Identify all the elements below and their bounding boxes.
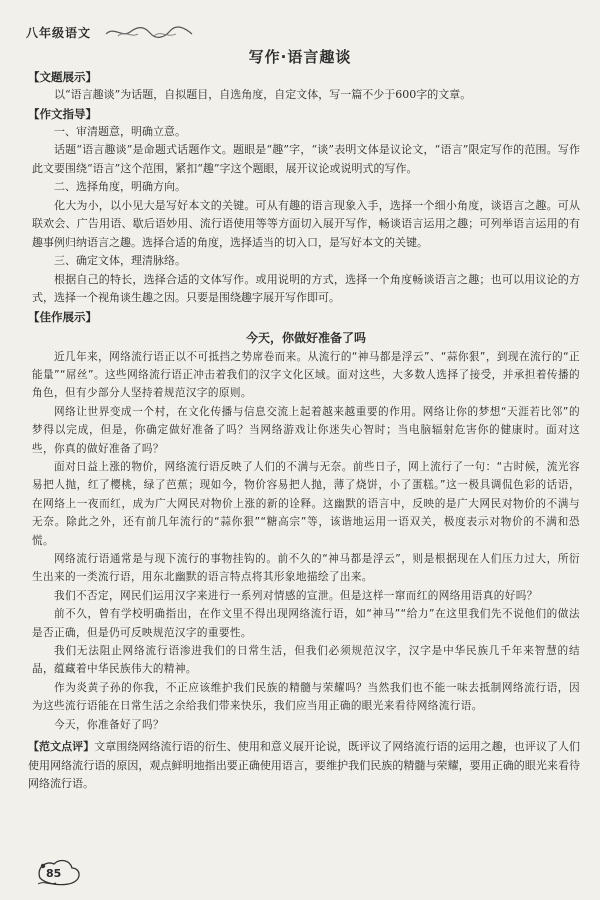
essay-title: 今天，你做好准备了吗 — [245, 330, 366, 345]
guide-paragraph: 三、确定文体，理清脉络。 — [54, 254, 186, 267]
essay-body — [32, 348, 580, 735]
guide-section-label: 【作文指导】 — [28, 106, 97, 121]
essay-paragraph: 网络流行语通常是与现下流行的事物挂钩的。前不久的“神马都是浮云”，则是根据现在人们压力过大，所衍生出来的一类流行语，用东北幽默的语言特点将其形象地描绘了出来。 — [32, 552, 580, 584]
guide-paragraph: 根据自己的特长，选择合适的文体写作。或用说明的方式，选择一个角度畅谈语言之趣；也可以用议论的方式，选择一个视角谈生趣之因。只要是围绕趣字展开写作即可。 — [32, 272, 580, 304]
comment-text: 文章围绕网络流行语的衍生、使用和意义展开论说，既评议了网络流行语的运用之趣，也评议了人们使用网络流行语的原因，观点鲜明地指出要正确使用语言，要维护我们民族的精髓与荣耀，要用正确的眼光来看待网络流行语。 — [28, 740, 581, 791]
essay-paragraph: 我们无法阻止网络流行语渗进我们的日常生活，但我们必须规范汉字，汉字是中华民族几千年来智慧的结晶，蕴藏着中华民族伟大的精神。 — [32, 645, 580, 676]
essay-paragraph: 我们不否定，网民们运用汉字来进行一系列对情感的宣泄。但是这样一窜而红的网络用语真的好吗？ — [54, 589, 538, 602]
essay-paragraph: 作为炎黄子孙的你我，不正应该维护我们民族的精髓与荣耀吗？当然我们也不能一味去抵制网络流行语，因为这些流行语能在日常生活之余给我们带来快乐，我们应当用正确的眼光来看待网络流行语。 — [32, 681, 580, 713]
content-column — [28, 68, 581, 794]
essay-paragraph: 网络让世界变成一个村，在文化传播与信息交流上起着越来越重要的作用。网络让你的梦想“天涯若比邻”的梦得以完成，但是，你确定做好准备了吗？当网络游戏让你迷失心智时；当电脑辐射危害你的健康时。面对这些，你真的做好准备了吗？ — [32, 405, 580, 455]
guide-paragraph: 二、选择角度，明确方向。 — [54, 180, 186, 193]
prompt-text: 以“语言趣谈”为话题，自拟题目，自选角度，自定文体，写一篇不少于600字的文章。 — [54, 88, 472, 101]
essay-paragraph: 近几年来，网络流行语正以不可抵挡之势席卷而来。从流行的“神马都是浮云”、“蒜你狠”，到现在流行的“正能量”“屌丝”。这些网络流行语正冲击着我们的汉字文化区域。面对这些，大多数人选择了接受，并承担着传播的角色，但有少部分人坚持着规范汉字的原则。 — [32, 350, 580, 400]
page-number: 85 — [46, 867, 62, 880]
page-title: 写作·语言趣谈 — [248, 48, 352, 66]
decorative-swirl-icon — [104, 24, 194, 40]
running-header — [26, 22, 91, 42]
book-title: 八年级语文 — [26, 26, 92, 40]
guide-paragraph: 化大为小，以小见大是写好本文的关键。可从有趣的语言现象入手，选择一个细小角度，谈语言之趣。可从联欢会、广告用语、歇后语妙用、流行语使用等等方面切入展开写作，畅谈语言运用之趣；可列举语言运用的有趣事例归纳语言之趣。选择合适的角度，选择适当的切入口，是写好本文的关键。 — [32, 198, 580, 249]
essay-comment — [28, 738, 580, 794]
essay-paragraph: 面对日益上涨的物价，网络流行语反映了人们的不满与无奈。前些日子，网上流行了一句：“古时候，流光容易把人抛，红了樱桃，绿了芭蕉；现如今，物价容易把人抛，薄了烧饼，小了蛋糕。”这一极具调侃色彩的话语，在网络上一夜而红，成为广大网民对物价上涨的新的诠释。这幽默的语言中，反映的是广大网民对物价的不满与无奈。除此之外，还有前几年流行的“蒜你狠”“糖高宗”等，该谐地运用一语双关，极度表示对物价的不满和恐慌。 — [32, 460, 580, 547]
prompt-section-label: 【文题展示】 — [28, 70, 97, 84]
essay-paragraph: 今天，你准备好了吗？ — [54, 718, 164, 731]
essay-section-label: 【佳作展示】 — [28, 309, 97, 324]
guide-paragraph: 话题“语言趣谈”是命题式话题作文。题眼是“趣”字，“谈”表明文体是议论文，“语言”限定写作的范围。写作此文要围绕“语言”这个范围，紧扣“趣”字这个题眼，展开议论或说明式的写作。 — [32, 143, 580, 175]
essay-paragraph: 前不久，曾有学校明确指出，在作文里不得出现网络流行语，如“神马”“给力”在这里我们先不说他们的做法是否正确，但是仍可反映规范汉字的重要性。 — [32, 608, 580, 639]
comment-label: 【范文点评】 — [28, 740, 95, 754]
guide-body — [32, 123, 580, 308]
guide-paragraph: 一、审清题意，明确立意。 — [54, 124, 186, 138]
